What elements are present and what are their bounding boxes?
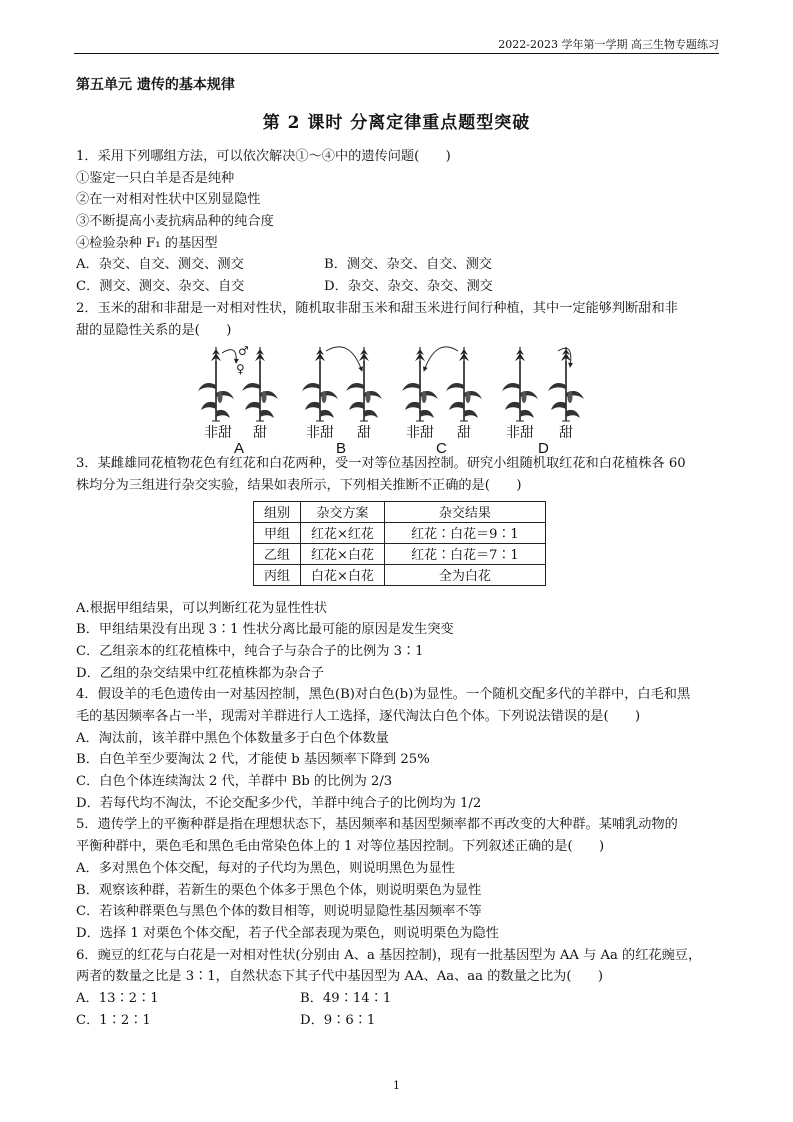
q5-option-b[interactable]: B．观察该种群，若新生的栗色个体多于黑色个体，则说明栗色为显性: [76, 882, 482, 898]
table-cell: 甲组: [254, 522, 301, 543]
table-header: 杂交方案: [301, 501, 385, 522]
q3-option-d[interactable]: D．乙组的杂交结果中红花植株都为杂合子: [76, 665, 324, 681]
table-cell: 红花∶白花＝7∶1: [384, 543, 545, 564]
table-header: 杂交结果: [384, 501, 545, 522]
table-row: [254, 522, 546, 543]
q5-stem: 平衡种群中，栗色毛和黑色毛由常染色体上的 1 对等位基因控制。下列叙述正确的是( ): [76, 839, 605, 855]
unit-title: 第五单元 遗传的基本规律: [76, 77, 235, 93]
q4-stem: 4．假设羊的毛色遗传由一对基因控制，黑色(B)对白色(b)为显性。一个随机交配多代的羊群中，白毛和黑: [76, 687, 691, 703]
q1-stem: 1．采用下列哪组方法，可以依次解决①～④中的遗传问题( ): [76, 149, 451, 164]
table-cell: 全为白花: [384, 564, 545, 585]
self-pollination-arrow-icon: [222, 350, 236, 363]
q6-option-b[interactable]: B．49∶14∶1: [300, 990, 392, 1006]
plant-label: 甜: [559, 424, 573, 441]
corn-plant-icon: [242, 347, 278, 421]
lesson-title: 第 2 课时 分离定律重点题型突破: [262, 113, 531, 133]
q2-stem: 甜的显隐性关系的是( ): [76, 322, 232, 338]
table-cell: 乙组: [254, 543, 301, 564]
q5-option-c[interactable]: C．若该种群栗色与黑色个体的数目相等，则说明显隐性基因频率不等: [76, 904, 482, 920]
table-cell: 红花×红花: [301, 522, 385, 543]
cross-pollination-arrow-icon: [424, 347, 458, 371]
corn-plant-icon: [502, 347, 538, 421]
table-cell: 丙组: [254, 564, 301, 585]
corn-plant-icon: [346, 347, 382, 421]
q6-option-c[interactable]: C．1∶2∶1: [76, 1012, 151, 1028]
page-number: 1: [393, 1079, 400, 1092]
q4-option-c[interactable]: C．白色个体连续淘汰 2 代，羊群中 Bb 的比例为 2/3: [76, 774, 393, 790]
q4-option-d[interactable]: D．若每代均不淘汰，不论交配多少代，羊群中纯合子的比例均为 1/2: [76, 795, 482, 811]
q1-option-d[interactable]: D．杂交、杂交、杂交、测交: [324, 279, 493, 295]
option-letter-d[interactable]: D: [538, 440, 549, 454]
corn-plant-icon: [302, 347, 338, 421]
q5-stem: 5．遗传学上的平衡种群是指在理想状态下，基因频率和基因型频率都不再改变的大种群。某哺乳动物的: [76, 817, 678, 833]
plant-label: 非甜: [406, 424, 434, 441]
plant-label: 非甜: [506, 424, 534, 441]
table-header-row: [254, 501, 546, 522]
table-row: [254, 543, 546, 564]
plant-label: 甜: [253, 424, 267, 441]
corn-plant-icon: [198, 347, 234, 421]
table-cell: 红花×白花: [301, 543, 385, 564]
plant-label: 非甜: [204, 424, 232, 441]
corn-figure: [76, 341, 726, 453]
q3-cross-table: [253, 501, 546, 586]
q6-option-d[interactable]: D．9∶6∶1: [300, 1012, 376, 1028]
q6-option-a[interactable]: A．13∶2∶1: [76, 990, 159, 1006]
q6-stem: 6．豌豆的红花与白花是一对相对性状(分别由 A、a 基因控制)，现有一批基因型为 AA 与 Aa 的红花豌豆，: [76, 947, 702, 963]
q6-stem: 两者的数量之比是 3∶1，自然状态下其子代中基因型为 AA、Aa、aa 的数量之比为( ): [76, 969, 603, 985]
q4-stem: 毛的基因频率各占一半，现需对羊群进行人工选择，逐代淘汰白色个体。下列说法错误的是( ): [76, 709, 641, 724]
corn-plant-icon: [446, 347, 482, 421]
page-header: 2022-2023 学年第一学期 高三生物专题练习: [498, 38, 719, 51]
option-letter-a[interactable]: A: [234, 440, 245, 454]
q4-option-b[interactable]: B．白色羊至少要淘汰 2 代，才能使 b 基因频率下降到 25%: [76, 752, 430, 768]
q5-option-d[interactable]: D．选择 1 对栗色个体交配，若子代全部表现为栗色，则说明栗色为隐性: [76, 925, 499, 941]
male-symbol: ♂: [238, 344, 249, 359]
q3-stem: 3．某雌雄同花植物花色有红花和白花两种，受一对等位基因控制。研究小组随机取红花和白花植株各 60: [76, 456, 686, 472]
question-list: [76, 146, 726, 1031]
corn-plant-icon: [548, 347, 584, 421]
corn-plants-diagram: [194, 341, 614, 453]
q1-options-row: [76, 276, 726, 298]
q1-item: ③不断提高小麦抗病品种的纯合度: [76, 214, 274, 230]
table-cell: 红花∶白花＝9∶1: [384, 522, 545, 543]
q3-stem: 株均分为三组进行杂交实验，结果如表所示，下列相关推断不正确的是( ): [76, 477, 522, 493]
q1-option-b[interactable]: B．测交、杂交、自交、测交: [324, 257, 492, 273]
q3-option-a[interactable]: A.根据甲组结果，可以判断红花为显性性状: [76, 600, 328, 616]
option-letter-c[interactable]: C: [436, 440, 447, 454]
table-cell: 白花×白花: [301, 564, 385, 585]
option-letter-b[interactable]: B: [336, 440, 347, 454]
q3-option-c[interactable]: C．乙组亲本的红花植株中，纯合子与杂合子的比例为 3∶1: [76, 643, 424, 659]
q1-option-c[interactable]: C．测交、测交、杂交、自交: [76, 279, 245, 295]
q2-stem: 2．玉米的甜和非甜是一对相对性状，随机取非甜玉米和甜玉米进行间行种植，其中一定能够判断甜和非: [76, 300, 678, 316]
corn-plant-icon: [402, 347, 438, 421]
q1-option-a[interactable]: A．杂交、自交、测交、测交: [76, 257, 244, 273]
q6-options-row: [76, 988, 726, 1010]
plant-label: 甜: [357, 424, 371, 441]
q5-option-a[interactable]: A．多对黑色个体交配，每对的子代均为黑色，则说明黑色为显性: [76, 860, 455, 876]
table-header: 组别: [254, 501, 301, 522]
q4-option-a[interactable]: A．淘汰前，该羊群中黑色个体数量多于白色个体数量: [76, 730, 389, 746]
header-rule: [74, 53, 719, 54]
q1-options-row: [76, 254, 726, 276]
female-symbol: ♀: [236, 362, 245, 377]
cross-pollination-arrow-icon: [326, 347, 362, 371]
q1-item: ④检验杂种 F₁ 的基因型: [76, 235, 218, 251]
table-row: [254, 564, 546, 585]
q3-option-b[interactable]: B．甲组结果没有出现 3∶1 性状分离比最可能的原因是发生突变: [76, 622, 454, 638]
q1-item: ①鉴定一只白羊是否是纯种: [76, 170, 235, 186]
plant-label: 甜: [457, 424, 471, 441]
q1-item: ②在一对相对性状中区别显隐性: [76, 192, 261, 208]
q6-options-row: [76, 1010, 726, 1032]
plant-label: 非甜: [306, 424, 334, 441]
